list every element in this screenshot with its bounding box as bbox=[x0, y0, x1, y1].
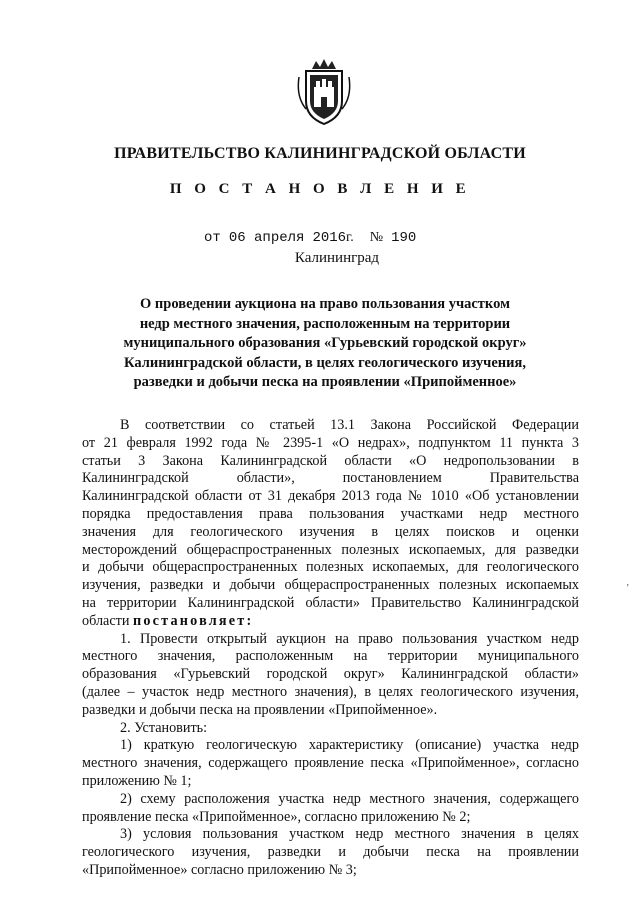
body-line: на территории Калининградской области» Правительство Калининградской bbox=[82, 594, 579, 611]
date-year: 2016 bbox=[312, 230, 347, 246]
body-line: и добычи общераспространенных полезных ископаемых, для геологического bbox=[82, 559, 579, 576]
title-line: О проведении аукциона на право пользования участком bbox=[140, 296, 510, 312]
body-line: изучения, разведки и добычи общераспространенных полезных ископаемых bbox=[82, 577, 579, 594]
body-line: статьи 3 Закона Калининградской области «О недропользовании в bbox=[82, 452, 579, 469]
item-1-line: образования «Гурьевский городской округ» Калининградской области» bbox=[82, 666, 579, 683]
title-line: разведки и добычи песка на проявлении «Припойменное» bbox=[133, 374, 517, 391]
number-sign: № bbox=[369, 230, 384, 245]
coat-of-arms-icon bbox=[296, 57, 352, 127]
body-line: Калининградской области от 31 декабря 2013 года № 1010 «Об установлении bbox=[82, 488, 579, 505]
date-year-suffix: г. bbox=[346, 230, 354, 245]
date-prefix: от bbox=[204, 230, 221, 246]
subitem-1-line: 1) краткую геологическую характеристику (описание) участка недр bbox=[120, 737, 579, 754]
title-line: Калининградской области, в целях геологического изучения, bbox=[124, 354, 526, 371]
subitem-3-line: 3) условия пользования участком недр местного значения в целях bbox=[120, 826, 579, 843]
subitem-3-line: «Припойменное» согласно приложению № 3; bbox=[82, 861, 357, 878]
title-line: недр местного значения, расположенным на территории bbox=[139, 315, 511, 332]
document-title bbox=[110, 295, 540, 393]
resolution-keyword: постановляет: bbox=[132, 612, 254, 629]
item-1-line: 1. Провести открытый аукцион на право пользования участком недр bbox=[120, 630, 579, 647]
body-line: Калининградской области», постановлением Правительства bbox=[82, 470, 579, 487]
subitem-2-line: 2) схему расположения участка недр местного значения, содержащего bbox=[120, 790, 579, 807]
item-1-line: разведки и добычи песка на проявлении «Припойменное». bbox=[82, 701, 438, 718]
item-1-line: местного значения, расположенным на территории муниципального bbox=[82, 648, 579, 665]
subitem-1-line: приложению № 1; bbox=[82, 772, 192, 789]
body-line: В соответствии со статьей 13.1 Закона Российской Федерации bbox=[120, 417, 579, 433]
body-line bbox=[82, 613, 579, 631]
body-line: от 21 февраля 1992 года № 2395-1 «О недрах», подпунктом 11 пункта 3 bbox=[82, 434, 579, 451]
item-2-line: 2. Установить: bbox=[120, 719, 208, 736]
body-text: области bbox=[82, 612, 130, 629]
subitem-2-line: проявление песка «Припойменное», согласно приложению № 2; bbox=[82, 808, 471, 825]
organization-title: ПРАВИТЕЛЬСТВО КАЛИНИНГРАДСКОЙ ОБЛАСТИ bbox=[114, 145, 526, 162]
date-line bbox=[204, 230, 416, 246]
body-line: порядка предоставления права пользования участками недр местного bbox=[82, 505, 579, 522]
subitem-3-line: геологического изучения, разведки и добычи песка на проявлении bbox=[82, 844, 579, 861]
date-value: 06 апреля bbox=[228, 230, 305, 246]
document-type: П О С Т А Н О В Л Е Н И Е bbox=[169, 181, 471, 197]
body-line: значения для геологического изучения в целях поисков и оценки bbox=[82, 523, 579, 540]
document-body bbox=[82, 417, 579, 880]
item-1-line: (далее – участок недр местного значения), в целях геологического изучения, bbox=[82, 683, 579, 700]
subitem-1-line: местного значения, содержащего проявление песка «Припойменное», согласно bbox=[82, 755, 579, 772]
body-line: месторождений общераспространенных полезных ископаемых, для разведки bbox=[82, 541, 579, 558]
margin-mark: ʼ bbox=[626, 583, 630, 594]
document-number: 190 bbox=[391, 230, 417, 246]
title-line: муниципального образования «Гурьевский городской округ» bbox=[123, 335, 527, 352]
city: Калининград bbox=[294, 250, 380, 266]
